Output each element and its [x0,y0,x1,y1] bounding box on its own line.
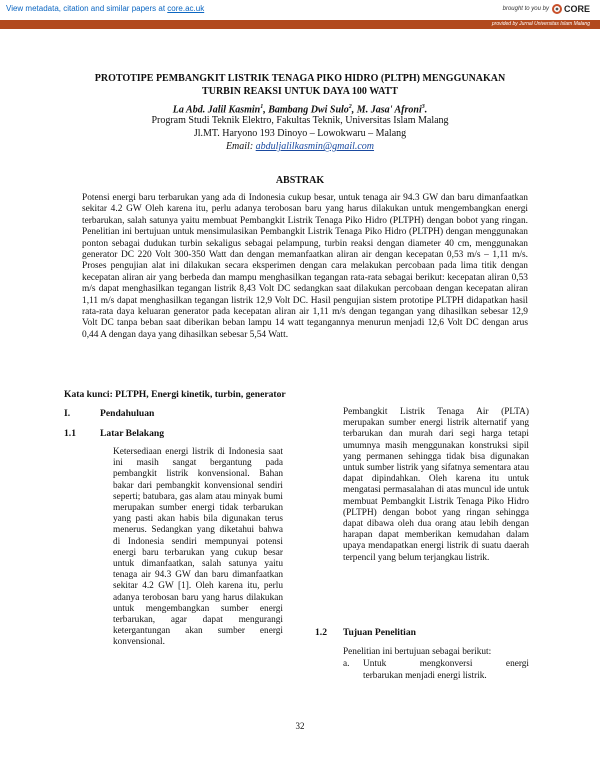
email-label: Email: [225,141,256,152]
section-1-title: Pendahuluan [100,408,155,419]
section-1-2-number: 1.2 [315,627,327,638]
plta-paragraph: Pembangkit Listrik Tenaga Air (PLTA) merupakan sumber energi listrik alternatif yang terbarukan dan murah dari segi harga tetapi umumnya masih menggunakan konstruksi sipil yang permanen sehingga tidak bisa digunakan untuk sumber listrik yang sifatnya sementara atau dapat dipindahkan. Oleh karena itu untuk mengatasi permasalahan di atas muncul ide untuk membuat Pembangkit Listrik Tenaga Piko Hidro (PLTPH) dengan bobot yang ringan sehingga dapat dibawa oleh dua orang atau lebih dengan harapan dapat memberikan kemudahan dalam upaya mendapatkan energi listrik di suatu daerah terpencil yang belum terjangkau listrik. [343,407,529,563]
email-line [60,140,540,153]
brought-by-text: brought to you by [502,6,549,12]
affiliation [60,114,540,140]
keywords: Kata kunci: PLTPH, Energi kinetik, turbin, generator [64,389,286,400]
core-banner [0,0,600,20]
paper-title [60,72,540,98]
email-link[interactable]: abduljalilkasmin@gmail.com [255,141,375,152]
author-1: La Abd. Jalil Kasmin [172,104,261,116]
author-1-sup: 1 [260,104,264,110]
provided-by-text[interactable]: provided by Jurnal Universitas Islam Malang [491,21,590,27]
section-1-number: I. [64,408,71,419]
section-1-2-title: Tujuan Penelitian [343,627,416,638]
tujuan-intro: Penelitian ini bertujuan sebagai berikut: [343,647,492,657]
core-link-text: View metadata, citation and similar papers at [6,4,168,13]
core-link-domain[interactable]: core.ac.uk [167,4,205,13]
provided-by-bar [0,20,600,29]
core-metadata-link[interactable] [6,4,204,13]
author-3: M. Jasa' Afroni [356,104,422,116]
author-3-sup: 3 [421,104,425,110]
author-2-sup: 2 [348,104,352,110]
abstract-heading: ABSTRAK [275,175,325,186]
abstract-text: Potensi energi baru terbarukan yang ada di Indonesia cukup besar, untuk tenaga air 94.3 GW dan baru dimanfaatkan sekitar 4.2 GW Oleh karena itu, perlu adanya terobosan baru yang harus dilakukan untuk mengembangkan energi terbarukan, salah satunya yaitu membuat Pembangkit Listrik Tenaga Piko Hidro (PLTPH) dengan bobot yang ringan. Penelitian ini bertujuan untuk mensimulasikan Pembangkit Listrik Tenaga Piko Hidro (PLTPH) dengan menggunakan ponton sebagai dudukan turbin sekaligus sebagai pelampung, turbin reaksi dengan diameter 40 cm, menggunakan generator DC 220 Volt 300-350 Watt dan dengan memanfaatkan aliran air dengan kecepatan 0,53 m/s – 1,11 m/s. Proses pengujian alat ini dilakukan secara eksperimen dengan cara melakukan percobaan pada lima titik dengan kecepatan aliran air yang berbeda dan mampu menghasilkan tegangan rata-rata sebagai berikut: kecepatan aliran 0,53 m/s dapat menghasilkan tegangan listrik 8,43 Volt DC sedangkan saat dilakukan percobaan dengan kecepatan aliran 1,11 m/s dapat menghasilkan tegangan listrik 12,9 Volt DC. Hasil pengujian sistem prototipe PLTPH didapatkan hasil rata-rata daya keluaran generator pada kecepatan aliran air 1,11 m/s dengan tegangan yang dihasilkan sebesar 12,9 Volt DC tanpa beban saat diberikan beban lampu 14 watt tegangannya menurun menjadi 12,6 Volt DC dengan arus 0,44 A dengan daya yang dihasilkan sebesar 5,54 Watt. [82,193,528,340]
author-2: Bambang Dwi Sulo [268,104,349,116]
core-logo[interactable] [552,4,590,14]
section-1-1-number: 1.1 [64,428,76,439]
core-logo-icon [552,4,562,14]
title-line-1: PROTOTIPE PEMBANGKIT LISTRIK TENAGA PIKO HIDRO (PLTPH) MENGGUNAKAN [94,73,506,84]
core-brand [503,4,590,14]
list-item-a-line-2: terbarukan menjadi energi listrik. [363,671,487,681]
section-1-1-title: Latar Belakang [100,428,165,439]
list-item-a-label: a. [343,659,350,669]
core-logo-label: CORE [563,4,590,14]
title-line-2: TURBIN REAKSI UNTUK DAYA 100 WATT [202,86,398,97]
list-item-a-line-1: Untuk mengkonversi energi [363,659,529,669]
affiliation-line-1: Program Studi Teknik Elektro, Fakultas Teknik, Universitas Islam Malang [151,115,449,126]
page-number: 32 [295,721,305,731]
author-list: La Abd. Jalil Kasmin$^1$, Bambang Dwi Sulo$^2$, M. Jasa' Afroni$^3$. [172,104,428,116]
affiliation-line-2: Jl.MT. Haryono 193 Dinoyo – Lowokwaru – Malang [193,128,407,139]
latar-belakang-paragraph: Ketersediaan energi listrik di Indonesia saat ini masih sangat bergantung pada pembangkit listrik konvensional. Bahan bakar dari pembangkit konvensional sendiri seperti; batubara, gas alam atau minyak bumi merupakan sumber energi tidak terbarukan yang pasti akan habis bila digunakan terus menerus. Sedangkan yang diketahui bahwa di Indonesia sendiri mempunyai potensi energi baru terbarukan yang cukup besar untuk dimanfaatkan, salah satunya yaitu tenaga air 94.3 GW dan baru dimanfaatkan sekitar 4.2 GW [1]. Oleh karena itu, perlu adanya terobosan baru yang harus dilakukan untuk mengembangkan sumber energi terbarukan, agar dapat mengurangi ketergantungan akan sumber energi konvensional. [113,447,283,648]
